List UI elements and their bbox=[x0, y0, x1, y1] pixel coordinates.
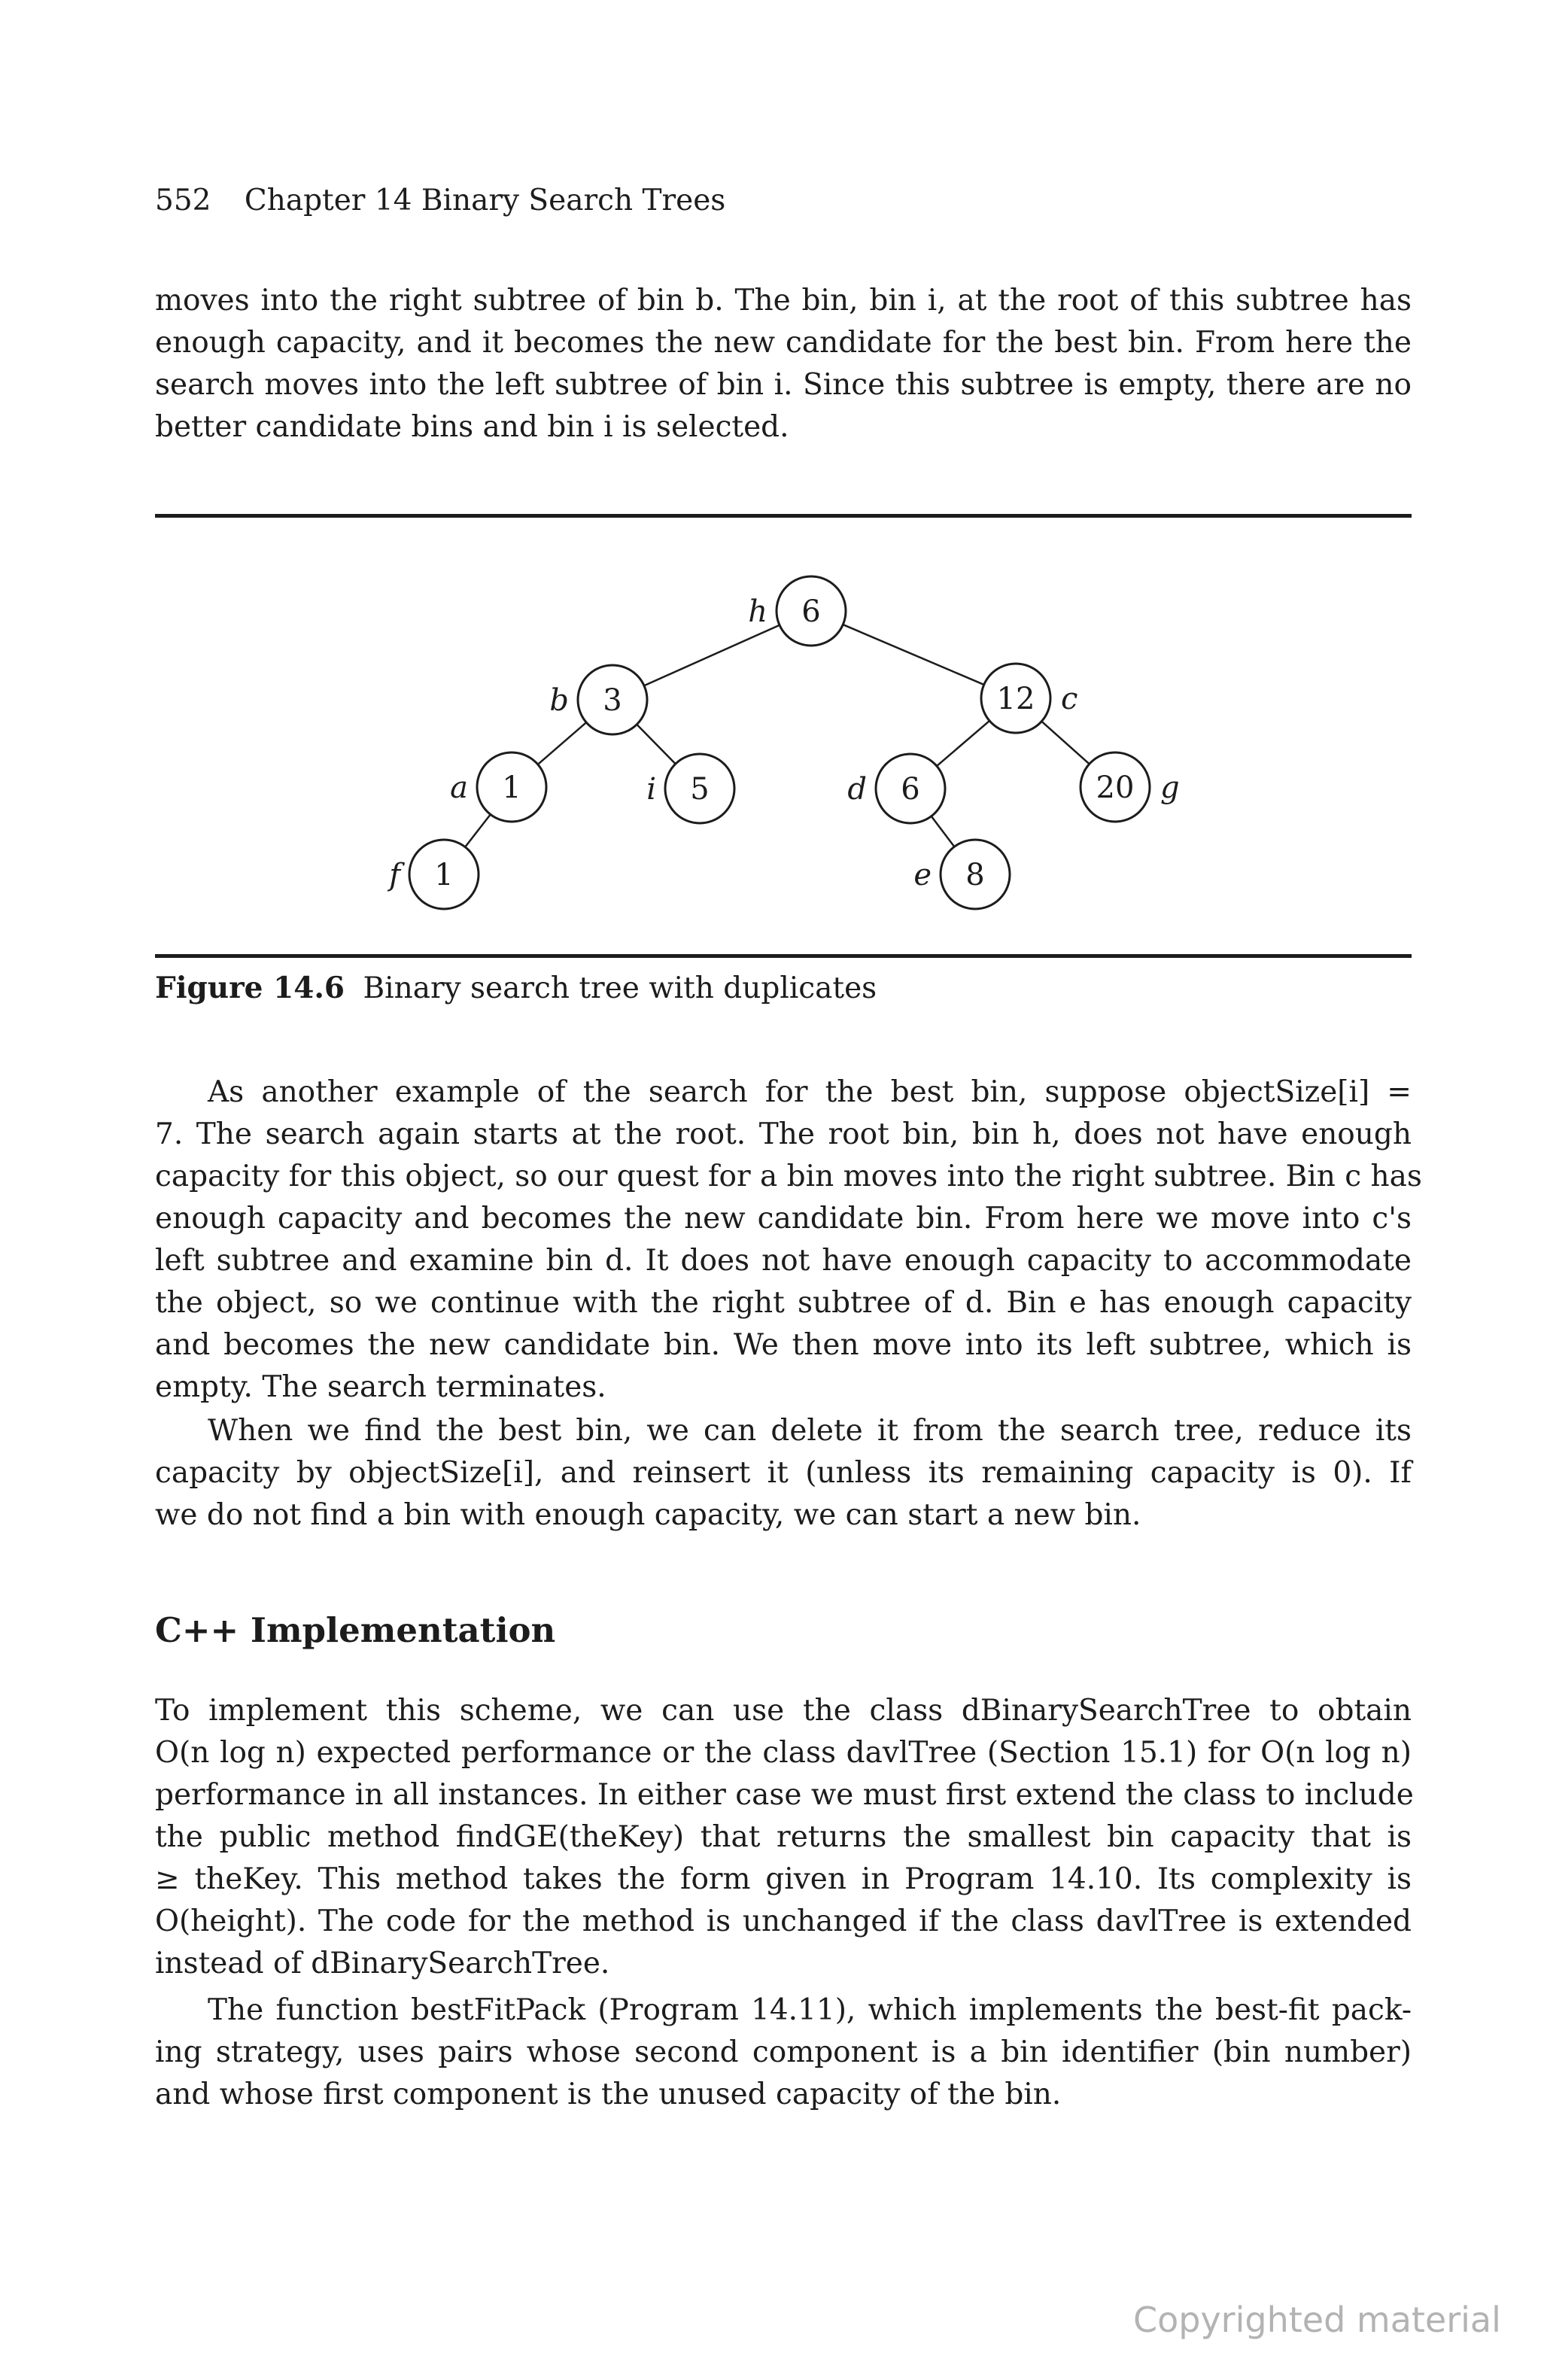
text-line: search moves into the left subtree of bin i. Since this subtree is empty, there are no bbox=[155, 368, 1412, 402]
tree-node-value: 6 bbox=[901, 772, 920, 807]
tree-node-h bbox=[748, 576, 846, 646]
text-line: better candidate bins and bin i is selected. bbox=[155, 410, 789, 444]
tree-node-label: b bbox=[549, 683, 569, 718]
text-line: ing strategy, uses pairs whose second component is a bin identifier (bin number) bbox=[155, 2035, 1412, 2069]
figure-bottom-rule bbox=[155, 954, 1412, 958]
paragraph-4 bbox=[155, 1690, 1412, 1985]
running-header bbox=[155, 184, 725, 217]
text-line: performance in all instances. In either case we must first extend the class to include bbox=[155, 1778, 1414, 1812]
text-line: the object, so we continue with the right subtree of d. Bin e has enough capacity bbox=[155, 1286, 1412, 1320]
tree-node-label: c bbox=[1061, 682, 1078, 716]
tree-node-d bbox=[847, 754, 945, 823]
text-line: the public method findGE(theKey) that returns the smallest bin capacity that is bbox=[155, 1820, 1412, 1854]
tree-node-value: 12 bbox=[996, 682, 1035, 716]
paragraph-2 bbox=[155, 1071, 1422, 1409]
text-line: O(height). The code for the method is unchanged if the class davlTree is extended bbox=[155, 1904, 1412, 1938]
tree-node-value: 8 bbox=[965, 858, 985, 892]
text-line: ≥ theKey. This method takes the form given in Program 14.10. Its complexity is bbox=[155, 1862, 1412, 1896]
tree-node-label: d bbox=[847, 772, 867, 807]
text-line: 7. The search again starts at the root. The root bin, bin h, does not have enough bbox=[155, 1117, 1412, 1151]
running-title: Chapter 14 Binary Search Trees bbox=[244, 184, 726, 217]
tree-node-label: e bbox=[913, 858, 932, 892]
text-line: empty. The search terminates. bbox=[155, 1370, 606, 1404]
binary-search-tree-diagram bbox=[155, 527, 1412, 948]
tree-edge-h-c bbox=[843, 625, 983, 685]
tree-node-g bbox=[1081, 752, 1180, 822]
tree-node-value: 5 bbox=[690, 772, 710, 807]
tree-node-value: 3 bbox=[603, 683, 622, 718]
tree-edge-h-b bbox=[644, 625, 780, 685]
tree-node-e bbox=[913, 840, 1010, 909]
tree-node-value: 20 bbox=[1096, 771, 1135, 805]
text-line: we do not find a bin with enough capacity, we can start a new bin. bbox=[155, 1498, 1141, 1532]
figure-caption-label: Figure 14.6 bbox=[155, 971, 345, 1005]
tree-node-value: 1 bbox=[434, 858, 454, 892]
tree-node-value: 1 bbox=[502, 771, 521, 805]
page-number: 552 bbox=[155, 184, 211, 217]
tree-node-b bbox=[549, 665, 647, 734]
tree-edge-c-d bbox=[937, 721, 989, 766]
text-line: To implement this scheme, we can use the class dBinarySearchTree to obtain bbox=[155, 1694, 1412, 1728]
text-line: The function bestFitPack (Program 14.11), which implements the best-fit pack- bbox=[208, 1993, 1412, 2027]
text-line: O(n log n) expected performance or the class davlTree (Section 15.1) for O(n log n) bbox=[155, 1736, 1412, 1770]
text-line: instead of dBinarySearchTree. bbox=[155, 1947, 610, 1980]
section-heading: C++ Implementation bbox=[155, 1610, 556, 1650]
tree-node-i bbox=[646, 754, 734, 823]
copyright-watermark: Copyrighted material bbox=[1133, 2299, 1501, 2340]
text-line: When we find the best bin, we can delete it from the search tree, reduce its bbox=[208, 1414, 1412, 1448]
text-line: As another example of the search for the best bin, suppose objectSize[i] = bbox=[208, 1075, 1412, 1109]
text-line: enough capacity, and it becomes the new candidate for the best bin. From here the bbox=[155, 326, 1412, 360]
text-line: and whose first component is the unused capacity of the bin. bbox=[155, 2078, 1062, 2111]
tree-node-c bbox=[981, 664, 1077, 733]
tree-node-f bbox=[387, 840, 479, 909]
tree-node-a bbox=[450, 752, 546, 822]
figure-caption bbox=[155, 971, 877, 1005]
paragraph-1 bbox=[155, 280, 1412, 448]
tree-node-value: 6 bbox=[801, 594, 821, 629]
tree-edge-c-g bbox=[1041, 722, 1089, 764]
tree-node-label: h bbox=[748, 594, 767, 629]
text-line: left subtree and examine bin d. It does not have enough capacity to accommodate bbox=[155, 1244, 1412, 1278]
figure-caption-text: Binary search tree with duplicates bbox=[363, 971, 877, 1005]
tree-edge-a-f bbox=[465, 814, 491, 847]
tree-edge-b-i bbox=[637, 725, 676, 764]
figure-top-rule bbox=[155, 514, 1412, 518]
text-line: capacity by objectSize[i], and reinsert it (unless its remaining capacity is 0). If bbox=[155, 1456, 1412, 1490]
tree-node-label: a bbox=[450, 771, 468, 805]
text-line: enough capacity and becomes the new candidate bin. From here we move into c's bbox=[155, 1202, 1412, 1236]
text-line: capacity for this object, so our quest for a bin moves into the right subtree. Bin c has bbox=[155, 1160, 1422, 1193]
tree-edge-b-a bbox=[538, 722, 586, 764]
tree-node-label: g bbox=[1160, 771, 1180, 805]
text-line: and becomes the new candidate bin. We then move into its left subtree, which is bbox=[155, 1328, 1412, 1362]
paragraph-3 bbox=[155, 1410, 1412, 1537]
tree-node-label: i bbox=[646, 772, 656, 807]
tree-node-label: f bbox=[389, 858, 400, 892]
tree-edge-d-e bbox=[932, 816, 955, 847]
paragraph-5 bbox=[155, 1989, 1412, 2116]
text-line: moves into the right subtree of bin b. The bin, bin i, at the root of this subtree has bbox=[155, 284, 1412, 318]
